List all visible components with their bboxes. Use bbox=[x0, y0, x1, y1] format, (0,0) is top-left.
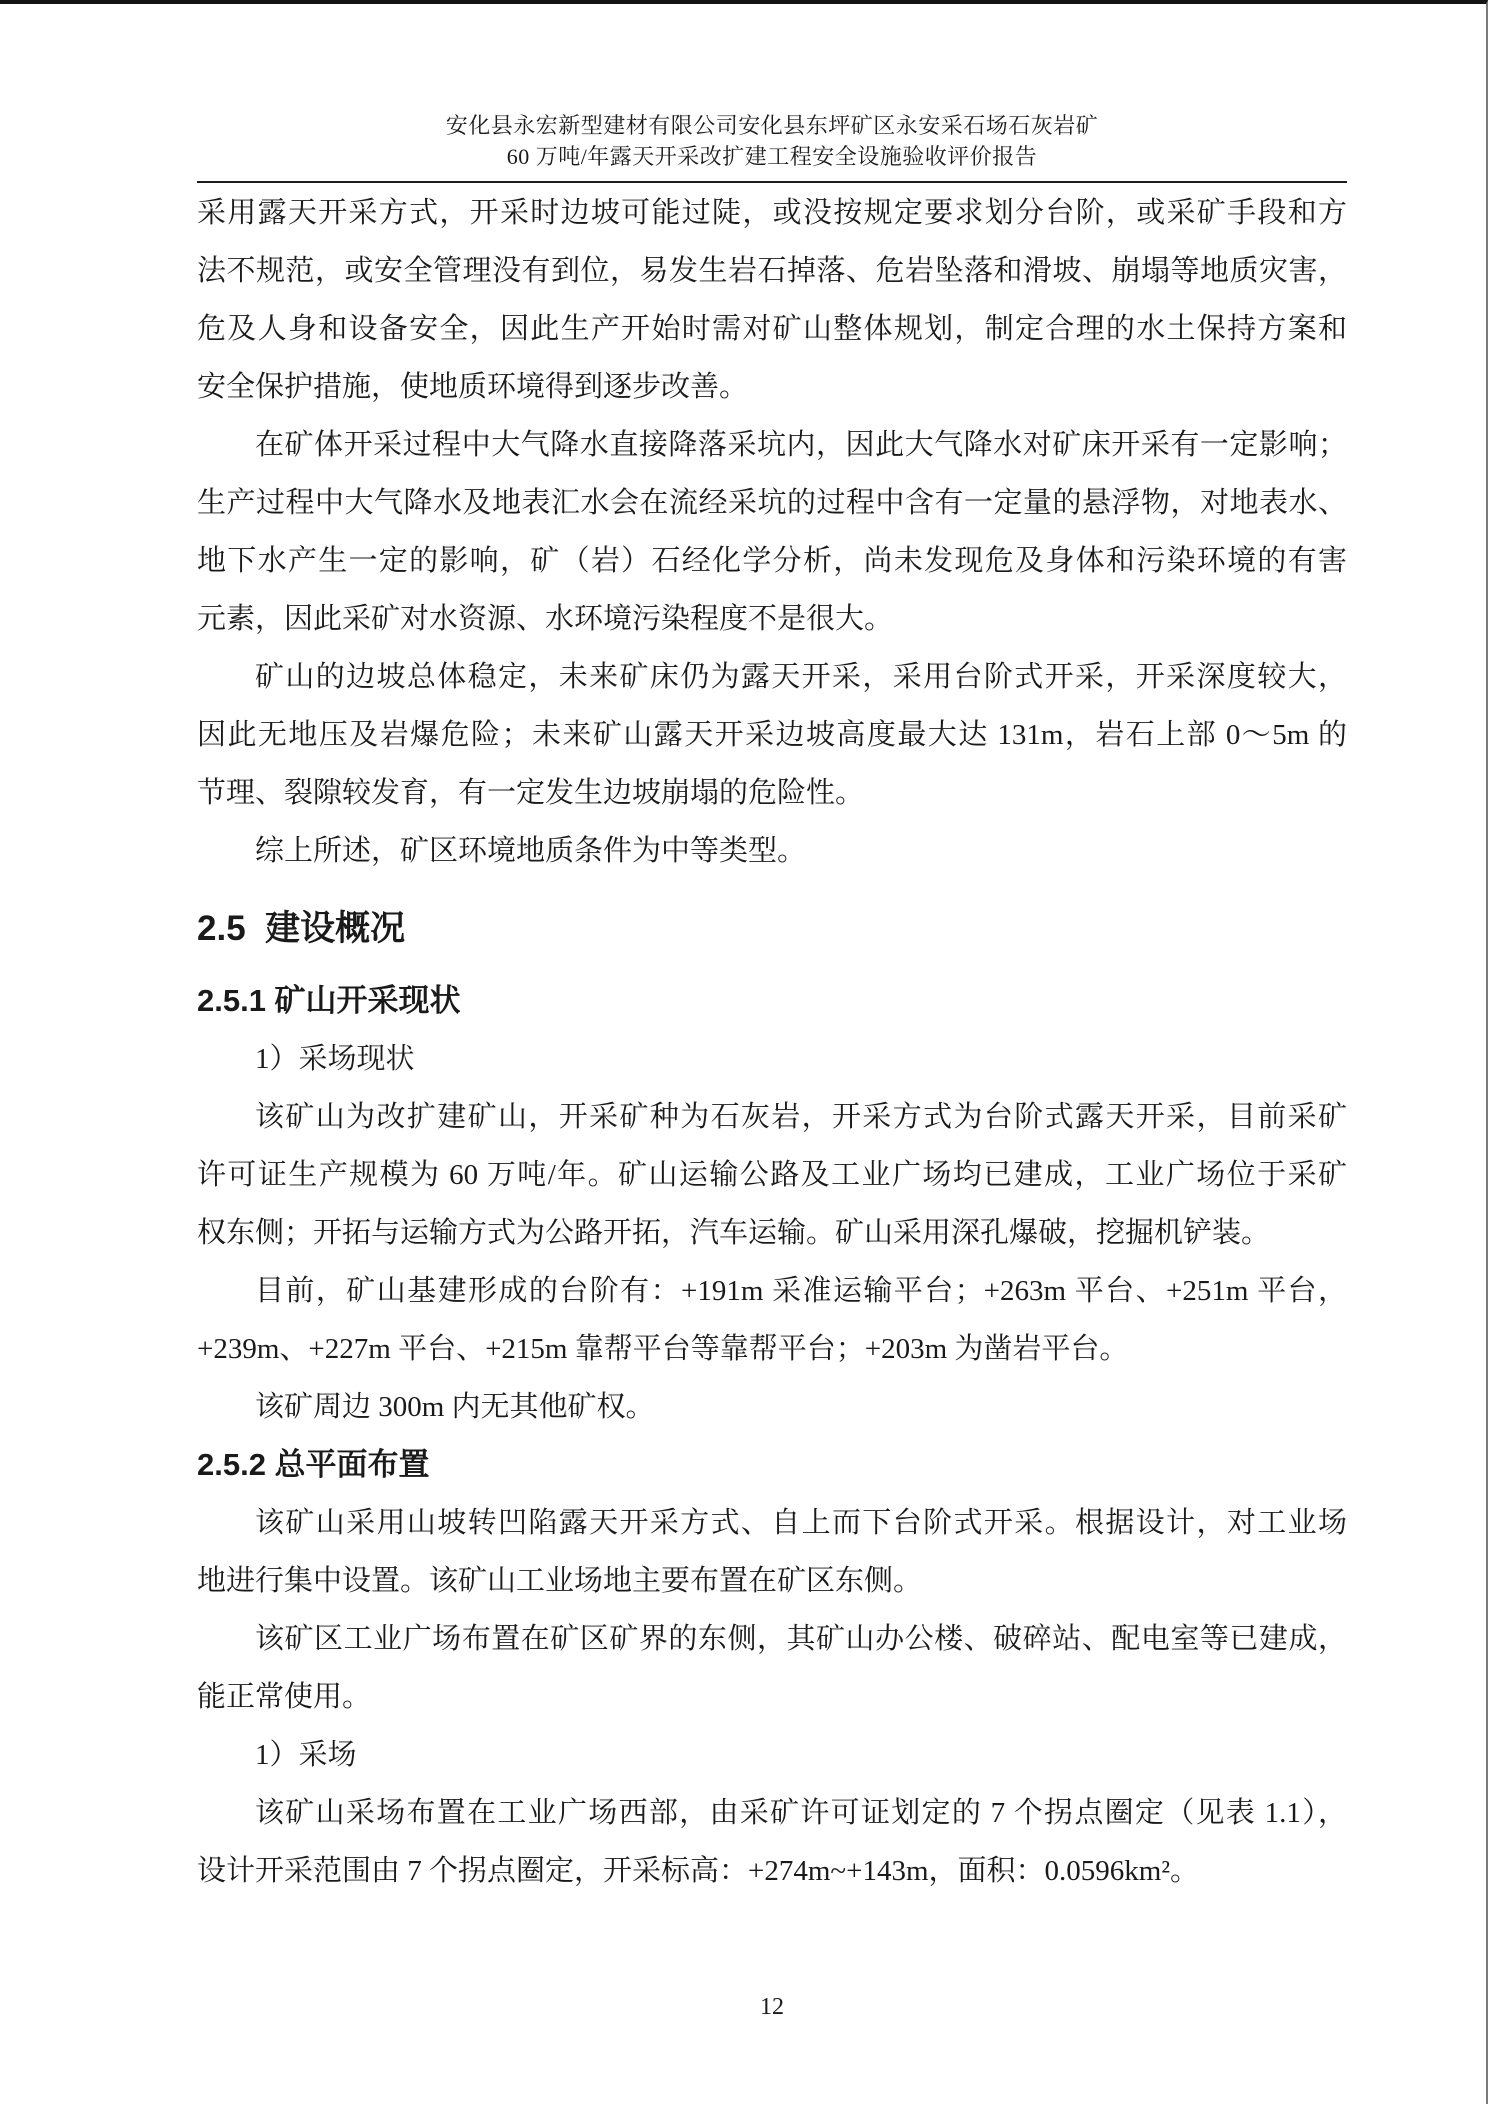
text-line: 该矿周边 300m 内无其他矿权。 bbox=[255, 1391, 655, 1423]
text-line: 1）采场 bbox=[255, 1739, 357, 1771]
text-line: +239m、+227m 平台、+215m 靠帮平台等靠帮平台；+203m 为凿岩平台。 bbox=[197, 1333, 1129, 1365]
page-footer bbox=[197, 1992, 1347, 2022]
text-line: 该矿山采用山坡转凹陷露天开采方式、自上而下台阶式开采。根据设计，对工业场 bbox=[255, 1507, 1347, 1539]
section-heading: 2.5 建设概况 bbox=[197, 909, 406, 948]
text-line: 地进行集中设置。该矿山工业场地主要布置在矿区东侧。 bbox=[197, 1565, 923, 1597]
page-number: 12 bbox=[760, 1994, 784, 2020]
text-line: 该矿山采场布置在工业广场西部，由采矿许可证划定的 7 个拐点圈定（见表 1.1）， bbox=[255, 1797, 1347, 1829]
header-title-line2: 60 万吨/年露天开采改扩建工程安全设施验收评价报告 bbox=[506, 144, 1038, 169]
text-line: 因此无地压及岩爆危险；未来矿山露天开采边坡高度最大达 131m，岩石上部 0～5m 的 bbox=[197, 719, 1347, 751]
text-line: 1）采场现状 bbox=[255, 1043, 415, 1075]
text-line: 节理、裂隙较发育，有一定发生边坡崩塌的危险性。 bbox=[197, 777, 865, 809]
header-title-line1: 安化县永宏新型建材有限公司安化县东坪矿区永安采石场石灰岩矿 bbox=[445, 113, 1099, 138]
text-line: 设计开采范围由 7 个拐点圈定，开采标高：+274m~+143m，面积：0.0596km²。 bbox=[197, 1855, 1200, 1887]
text-line: 采用露天开采方式，开采时边坡可能过陡，或没按规定要求划分台阶，或采矿手段和方 bbox=[197, 197, 1347, 229]
page-header bbox=[197, 4, 1347, 183]
text-line: 在矿体开采过程中大气降水直接降落采坑内，因此大气降水对矿床开采有一定影响； bbox=[255, 429, 1347, 461]
text-line: 法不规范，或安全管理没有到位，易发生岩石掉落、危岩坠落和滑坡、崩塌等地质灾害， bbox=[197, 255, 1347, 287]
text-line: 矿山的边坡总体稳定，未来矿床仍为露天开采，采用台阶式开采，开采深度较大， bbox=[255, 661, 1347, 693]
section-heading: 2.5.1 矿山开采现状 bbox=[197, 983, 461, 1018]
text-line: 地下水产生一定的影响，矿（岩）石经化学分析，尚未发现危及身体和污染环境的有害 bbox=[197, 545, 1347, 577]
text-line: 元素，因此采矿对水资源、水环境污染程度不是很大。 bbox=[197, 603, 894, 635]
text-line: 生产过程中大气降水及地表汇水会在流经采坑的过程中含有一定量的悬浮物，对地表水、 bbox=[197, 487, 1347, 519]
document-body bbox=[197, 183, 1347, 1900]
text-line: 综上所述，矿区环境地质条件为中等类型。 bbox=[255, 835, 807, 867]
text-line: 危及人身和设备安全，因此生产开始时需对矿山整体规划，制定合理的水土保持方案和 bbox=[197, 313, 1347, 345]
text-line: 权东侧；开拓与运输方式为公路开拓，汽车运输。矿山采用深孔爆破，挖掘机铲装。 bbox=[197, 1217, 1271, 1249]
text-line: 该矿区工业广场布置在矿区矿界的东侧，其矿山办公楼、破碎站、配电室等已建成， bbox=[255, 1623, 1347, 1655]
text-line: 目前，矿山基建形成的台阶有：+191m 采准运输平台；+263m 平台、+251m 平台， bbox=[255, 1275, 1347, 1307]
text-line: 安全保护措施，使地质环境得到逐步改善。 bbox=[197, 371, 749, 403]
text-line: 能正常使用。 bbox=[197, 1681, 372, 1713]
section-heading: 2.5.2 总平面布置 bbox=[197, 1447, 430, 1482]
text-line: 许可证生产规模为 60 万吨/年。矿山运输公路及工业广场均已建成，工业广场位于采矿 bbox=[197, 1159, 1347, 1191]
text-line: 该矿山为改扩建矿山，开采矿种为石灰岩，开采方式为台阶式露天开采，目前采矿 bbox=[255, 1101, 1347, 1133]
